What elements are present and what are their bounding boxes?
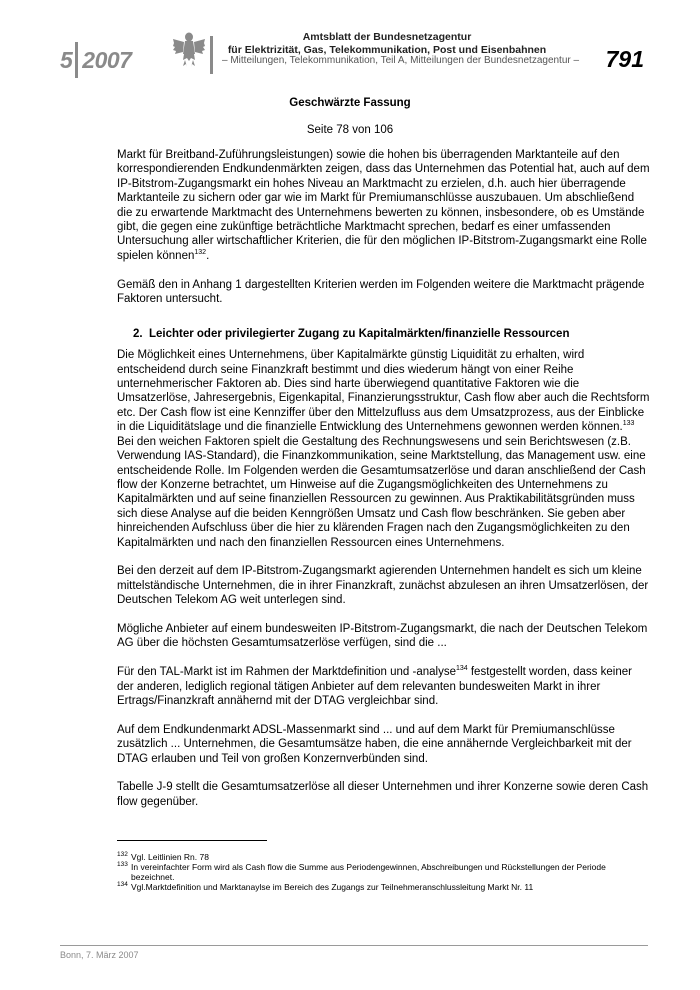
footnote-number: 134	[117, 881, 128, 888]
gazette-title-line1: Amtsblatt der Bundesnetzagentur	[302, 31, 472, 43]
footnote-number: 133	[117, 861, 128, 868]
body-text	[117, 148, 651, 824]
gazette-title-line2: für Elektrizität, Gas, Telekommunikation, Post und Eisenbahnen	[227, 44, 547, 56]
page-indicator: Seite 78 von 106	[306, 124, 394, 136]
paragraph-text: Bei den weichen Faktoren spielt die Gestaltung des Rechnungswesens und sein Berichtswesen (z.B. Verwendung IAS-Standard), die Finanzkommunikation, seine Marktstellung, das Management usw. eine entscheidende Rolle. Im Folgenden werden die Gesamtumsatzerlöse und daran anschließend der Cash flow der Konzerne betrachtet, um Hinweise auf die Zugangsmöglichkeiten des Unternehmens zu Kapitalmärkten und auf seine finanziellen Ressourcen zu gewinnen. Aus Praktikabilitätsgründen muss sich diese Analyse auf die beiden Kenngrößen Umsatz und Cash flow beschränken. Sie geben aber hinreichenden Aufschluss über die hier zu klärenden Fragen nach den Zugangsmöglichkeiten zu den Kapitalmärkten und nach den finanziellen Ressourcen eines Unternehmens.	[117, 435, 646, 549]
paragraph-text: Markt für Breitband-Zuführungsleistungen) sowie die hohen bis überragenden Marktanteile auf den korrespondierenden Endkundenmärkten zeigen, dass das Unternehmen das Potential hat, auch auf dem IP-Bitstrom-Zugangsmarkt ein hohes Niveau an Marktmacht zu erzielen, d.h. auch hier überragende Marktanteile zu sichern oder gar wie im Markt für Premiumanschlüsse auszubauen. Um abschließend die zu erwartende Marktmacht des Unternehmens bewerten zu können, insbesondere, ob es Umstände gibt, die gegen eine zukünftige beträchtliche Marktmacht sprechen, bedarf es einer umfassenden Untersuchung aller wirtschaftlicher Kriterien, die für den möglichen IP-Bitstrom-Zugangsmarkt eine Rolle spielen können	[117, 149, 650, 262]
footnote	[117, 862, 651, 882]
paragraph: Bei den derzeit auf dem IP-Bitstrom-Zugangsmarkt agierenden Unternehmen handelt es sich um kleine mittelständische Unternehmen, die in ihrer Finanzkraft, zunächst abzulesen an ihren Umsatzerlösen, der Deutschen Telekom AG weit unterlegen sind.	[117, 565, 649, 607]
footnote	[117, 852, 651, 862]
footer-divider	[60, 945, 648, 946]
footnote-text: In vereinfachter Form wird als Cash flow die Summe aus Periodengewinnen, Abschreibungen und Rückstellungen der Periode bezeichnet.	[131, 862, 606, 882]
paragraph-text: festgestellt worden, dass keiner der anderen, lediglich regional tätigen Anbieter auf dem relevanten bundesweiten Markt in ihrer Ertrags/Finanzkraft annähernd mit der DTAG vergleichbar sind.	[117, 666, 632, 707]
issue-label	[60, 40, 131, 80]
footnote-number: 132	[117, 851, 128, 858]
footnote-ref: 132	[194, 249, 207, 257]
paragraph-text: Die Möglichkeit eines Unternehmens, über Kapitalmärkte günstig Liquidität zu erhalten, wird entscheidend durch seine Finanzkraft bestimmt und dies wiederum hängt von einer Reihe unternehmerischer Faktoren ab. Dies sind harte überwiegend quantitative Faktoren wie die Umsatzerlöse, Jahresergebnis, Eigenkapital, Finanzierungsstruktur, Cash flow aber auch die Rechtsform etc. Der Cash flow ist eine Kennziffer über den Mittelzufluss aus dem Umsatzprozess, aus der Einblicke in die Liquiditätslage und die finanzielle Entwicklung des Unternehmens gewonnen werden können.	[117, 349, 650, 434]
paragraph	[117, 665, 651, 708]
paragraph: Auf dem Endkundenmarkt ADSL-Massenmarkt sind ... und auf dem Markt für Premiumanschlüsse zusätzlich ... Unternehmen, die Gesamtumsätze haben, die eine annähernde Vergleichbarkeit mit der DTAG erlauben und Teil von großen Konzernverbünden sind.	[117, 723, 632, 765]
issue-separator	[75, 42, 78, 78]
paragraph: Mögliche Anbieter auf einem bundesweiten IP-Bitstrom-Zugangsmarkt, die nach der Deutschen Telekom AG über die höchsten Gesamtumsatzerlöse verfügen, sind die ...	[117, 622, 648, 650]
paragraph	[117, 148, 651, 263]
issue-number: 5	[60, 47, 73, 73]
paragraph: Tabelle J-9 stellt die Gesamtumsatzerlöse all dieser Unternehmen und ihrer Konzerne sowie deren Cash flow gegenüber.	[117, 781, 649, 808]
paragraph: Gemäß den in Anhang 1 dargestellten Kriterien werden im Folgenden weitere die Marktmacht prägende Faktoren untersucht.	[117, 278, 645, 306]
footnote-text: Vgl. Leitlinien Rn. 78	[131, 852, 209, 862]
issue-year: 2007	[82, 47, 132, 73]
footnotes	[117, 852, 651, 892]
page-number: 791	[605, 46, 644, 72]
paragraph	[117, 348, 651, 550]
paragraph-text: Für den TAL-Markt ist im Rahmen der Marktdefinition und -analyse	[117, 666, 456, 679]
header-divider	[210, 36, 213, 74]
redaction-label: Geschwärzte Fassung	[289, 97, 411, 109]
paragraph-text: .	[206, 249, 210, 262]
footnote-divider	[117, 840, 267, 841]
gazette-subtitle: – Mitteilungen, Telekommunikation, Teil A, Mitteilungen der Bundesnetzagentur –	[222, 55, 580, 66]
footnote-ref: 134	[455, 665, 468, 673]
section-title: 2. Leichter oder privilegierter Zugang zu Kapitalmärkten/finanzielle Ressourcen	[133, 327, 570, 340]
footer-date: Bonn, 7. März 2007	[60, 950, 139, 960]
federal-eagle-icon	[172, 30, 206, 70]
footnote-ref: 133	[622, 420, 635, 428]
footnote-text: Vgl.Marktdefinition und Marktanaylse im Bereich des Zugangs zur Teilnehmeranschlussleitung Markt Nr. 11	[131, 882, 534, 892]
gazette-title	[214, 31, 560, 57]
footnote	[117, 882, 651, 892]
